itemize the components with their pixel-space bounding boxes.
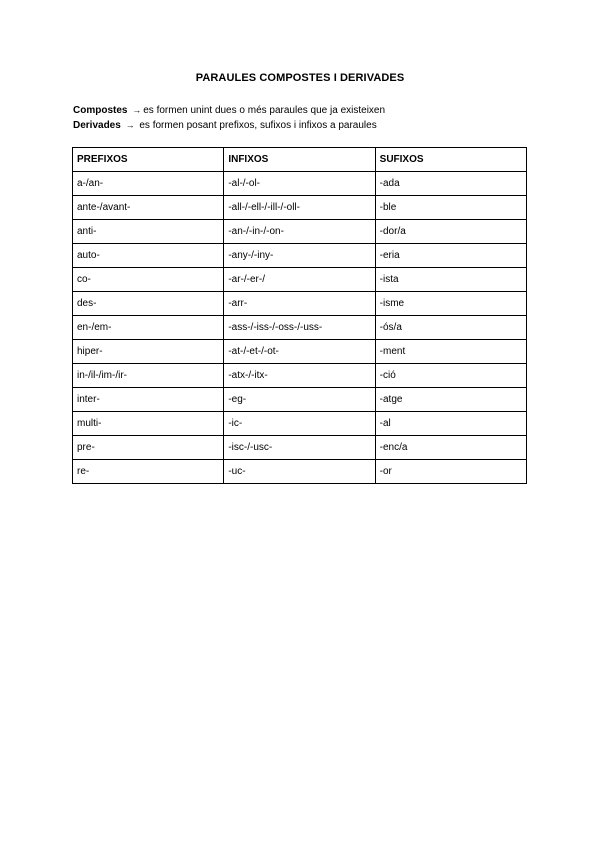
prefix-cell: hiper- xyxy=(73,340,224,364)
table-row xyxy=(73,316,527,340)
infix-cell: -ass-/-iss-/-oss-/-uss- xyxy=(224,316,375,340)
column-header-sufixos: SUFIXOS xyxy=(375,148,526,172)
prefix-cell: des- xyxy=(73,292,224,316)
table-row xyxy=(73,388,527,412)
definition-term: Compostes xyxy=(73,105,128,116)
suffix-cell: -enc/a xyxy=(375,436,526,460)
prefix-cell: en-/em- xyxy=(73,316,224,340)
table-row xyxy=(73,268,527,292)
column-header-prefixos: PREFIXOS xyxy=(73,148,224,172)
table-row xyxy=(73,436,527,460)
infix-cell: -eg- xyxy=(224,388,375,412)
suffix-cell: -atge xyxy=(375,388,526,412)
arrow-right-icon: → xyxy=(125,120,135,130)
table-row xyxy=(73,292,527,316)
suffix-cell: -al xyxy=(375,412,526,436)
prefix-cell: auto- xyxy=(73,244,224,268)
table-row xyxy=(73,244,527,268)
table-row xyxy=(73,196,527,220)
infix-cell: -ar-/-er-/ xyxy=(224,268,375,292)
prefix-cell: multi- xyxy=(73,412,224,436)
prefix-cell: co- xyxy=(73,268,224,292)
table-row xyxy=(73,412,527,436)
column-header-infixos: INFIXOS xyxy=(224,148,375,172)
table-row xyxy=(73,220,527,244)
infix-cell: -ic- xyxy=(224,412,375,436)
table-body xyxy=(73,172,527,484)
table-header-row xyxy=(73,148,527,172)
infix-cell: -isc-/-usc- xyxy=(224,436,375,460)
prefix-cell: a-/an- xyxy=(73,172,224,196)
definition-term: Derivades xyxy=(73,120,121,131)
infix-cell: -atx-/-itx- xyxy=(224,364,375,388)
prefix-cell: pre- xyxy=(73,436,224,460)
suffix-cell: -ció xyxy=(375,364,526,388)
prefix-cell: anti- xyxy=(73,220,224,244)
definition-text: es formen posant prefixos, sufixos i infixos a paraules xyxy=(139,120,377,131)
definitions xyxy=(73,103,385,133)
table-row xyxy=(73,340,527,364)
table-row xyxy=(73,172,527,196)
table-row xyxy=(73,364,527,388)
infix-cell: -al-/-ol- xyxy=(224,172,375,196)
infix-cell: -uc- xyxy=(224,460,375,484)
suffix-cell: -ista xyxy=(375,268,526,292)
prefix-cell: inter- xyxy=(73,388,224,412)
arrow-right-icon: → xyxy=(132,105,142,115)
prefix-cell: in-/il-/im-/ir- xyxy=(73,364,224,388)
suffix-cell: -ada xyxy=(375,172,526,196)
prefix-cell: ante-/avant- xyxy=(73,196,224,220)
suffix-cell: -ós/a xyxy=(375,316,526,340)
suffix-cell: -ble xyxy=(375,196,526,220)
suffix-cell: -dor/a xyxy=(375,220,526,244)
infix-cell: -at-/-et-/-ot- xyxy=(224,340,375,364)
definition-derivades xyxy=(73,118,385,133)
suffix-cell: -ment xyxy=(375,340,526,364)
infix-cell: -all-/-ell-/-ill-/-oll- xyxy=(224,196,375,220)
infix-cell: -arr- xyxy=(224,292,375,316)
suffix-cell: -or xyxy=(375,460,526,484)
suffix-cell: -isme xyxy=(375,292,526,316)
definition-compostes xyxy=(73,103,385,118)
suffix-cell: -eria xyxy=(375,244,526,268)
definition-text: es formen unint dues o més paraules que ja existeixen xyxy=(143,105,386,116)
infix-cell: -an-/-in-/-on- xyxy=(224,220,375,244)
page-title: PARAULES COMPOSTES I DERIVADES xyxy=(195,72,405,84)
affix-table xyxy=(72,147,527,484)
table-row xyxy=(73,460,527,484)
prefix-cell: re- xyxy=(73,460,224,484)
infix-cell: -any-/-iny- xyxy=(224,244,375,268)
